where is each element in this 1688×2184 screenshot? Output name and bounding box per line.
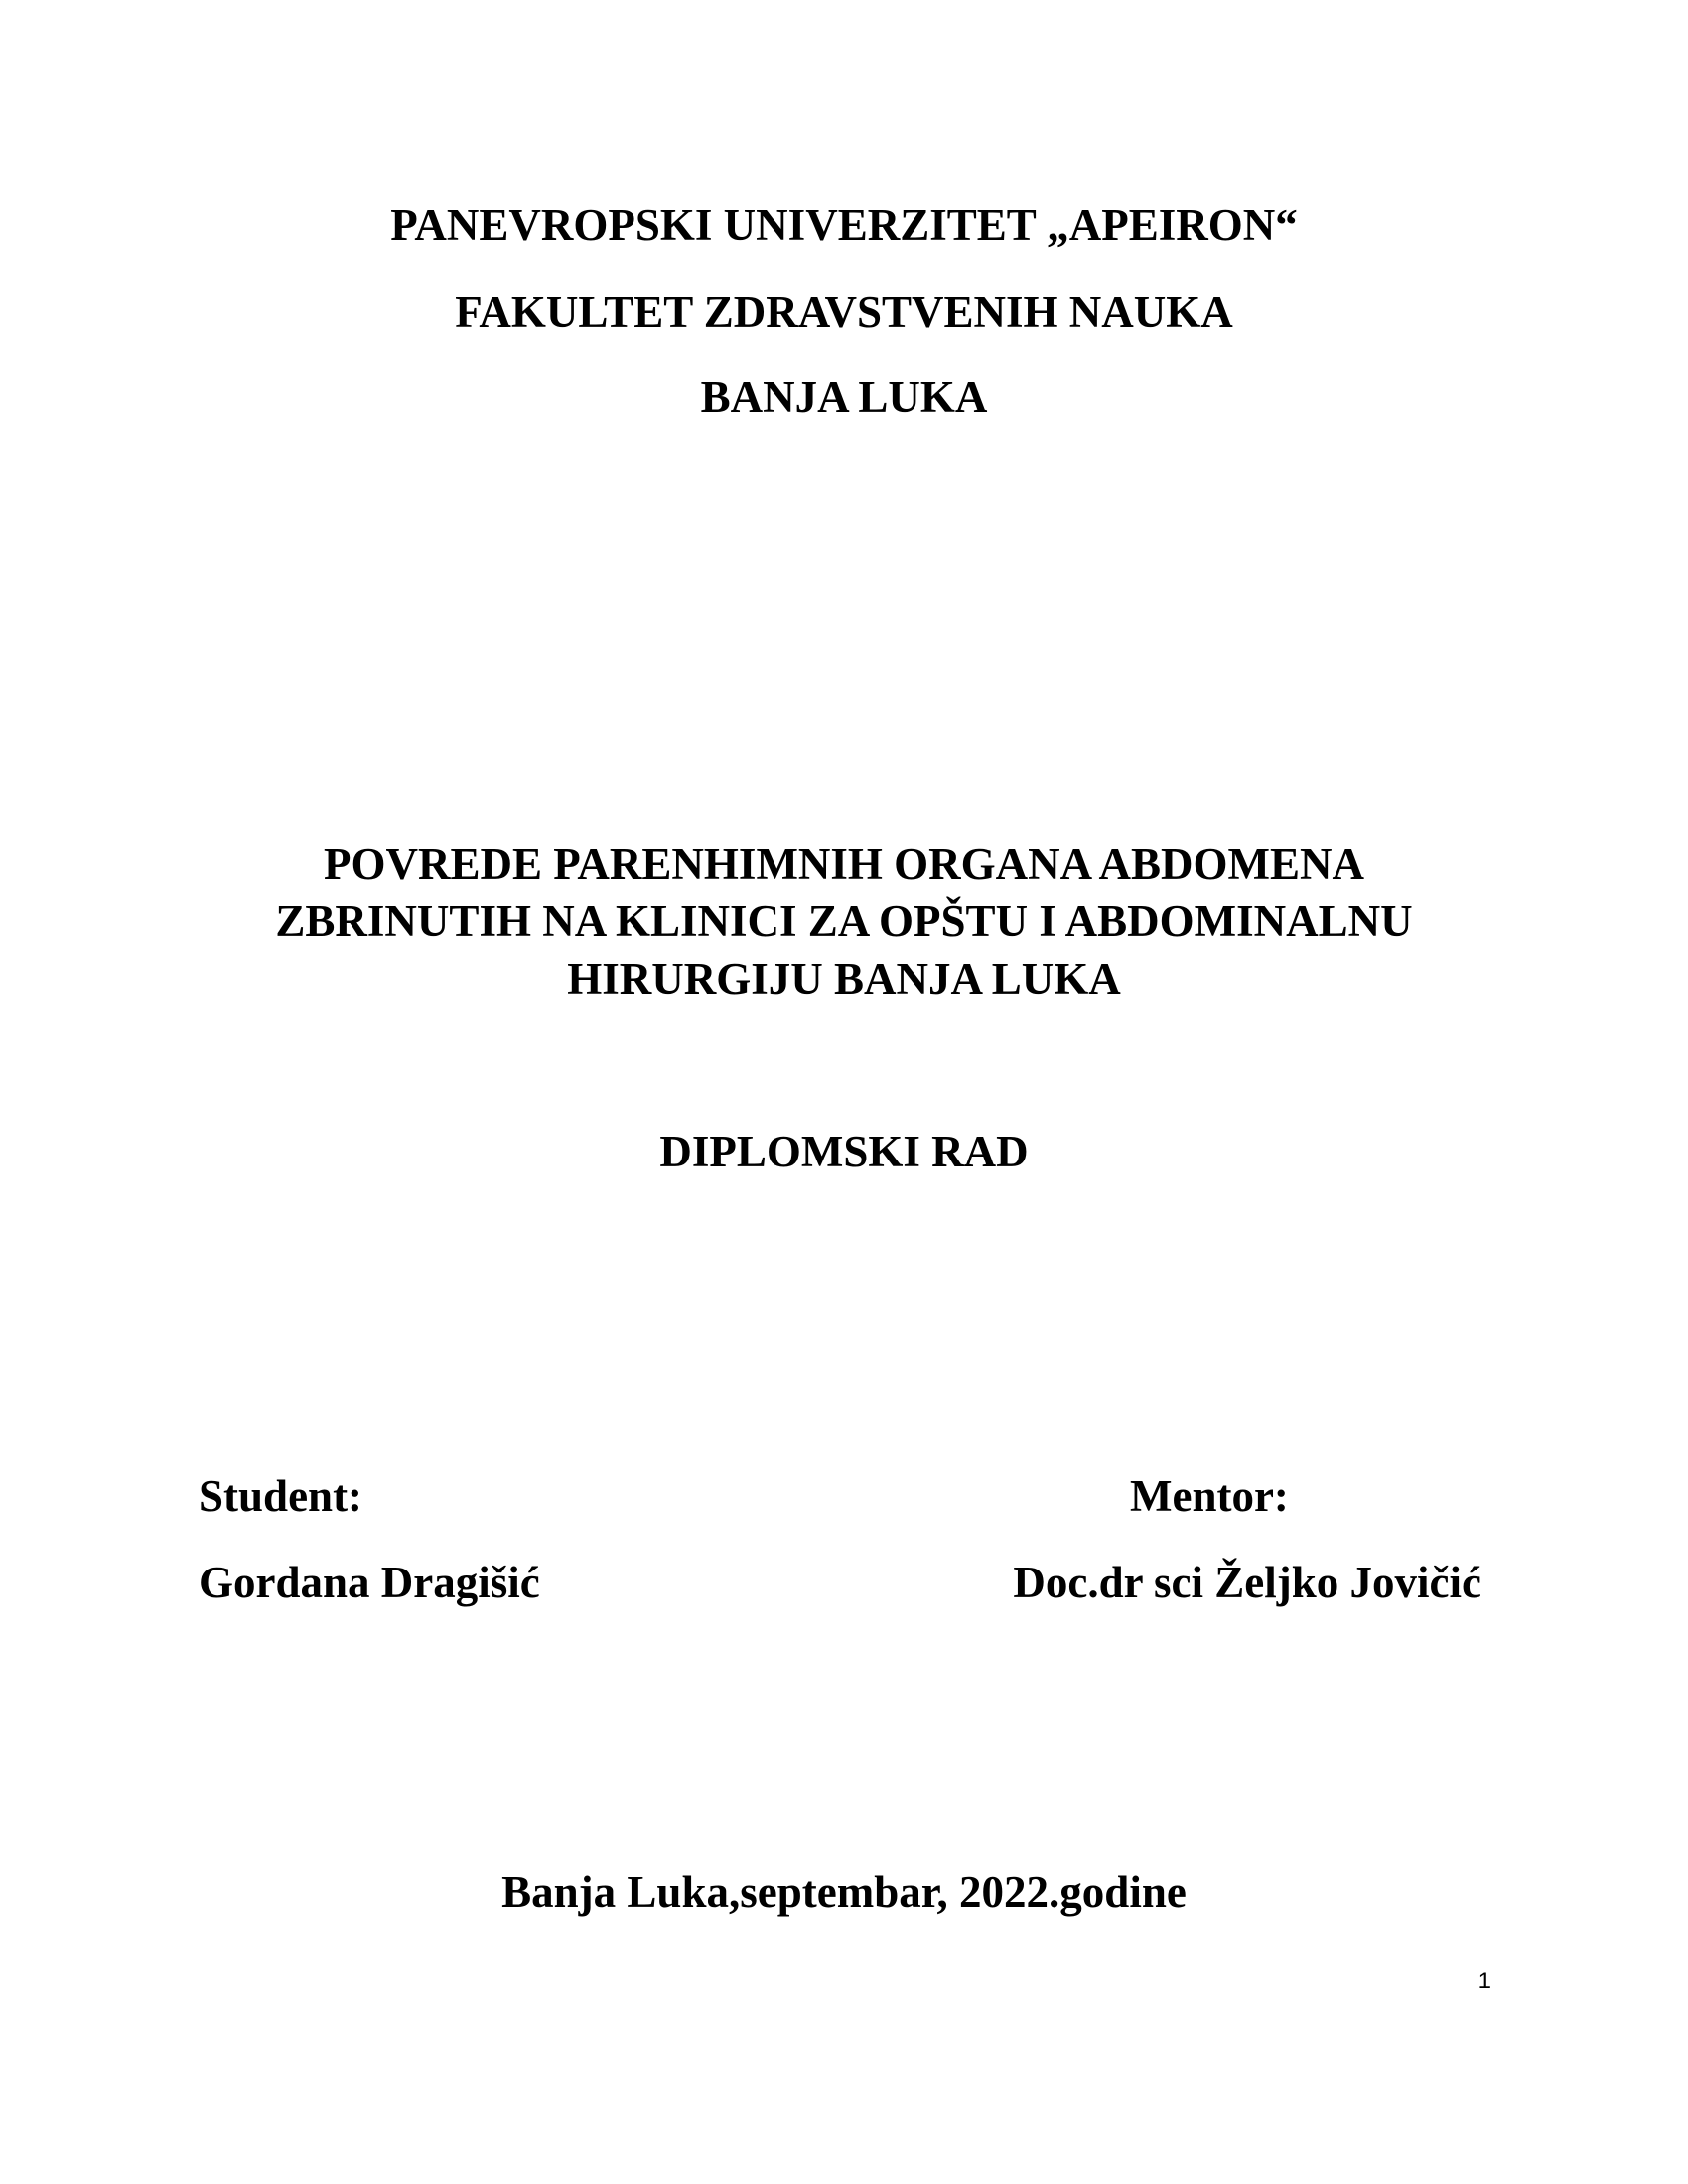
- city-name: BANJA LUKA: [700, 372, 988, 422]
- page-number: 1: [1477, 1968, 1491, 1994]
- student-label: Student:: [199, 1471, 363, 1521]
- thesis-title-line-1: POVREDE PARENHIMNIH ORGANA ABDOMENA: [324, 839, 1364, 888]
- university-name: PANEVROPSKI UNIVERZITET „APEIRON“: [390, 201, 1298, 250]
- place-and-date: Banja Luka,septembar, 2022.godine: [501, 1867, 1187, 1917]
- student-name: Gordana Dragišić: [199, 1558, 540, 1607]
- faculty-name: FAKULTET ZDRAVSTVENIH NAUKA: [455, 287, 1233, 337]
- thesis-type: DIPLOMSKI RAD: [659, 1127, 1029, 1176]
- thesis-title-line-2: ZBRINUTIH NA KLINICI ZA OPŠTU I ABDOMINALNU: [275, 896, 1413, 946]
- mentor-label: Mentor:: [1130, 1471, 1289, 1521]
- mentor-name: Doc.dr sci Željko Jovičić: [1013, 1558, 1481, 1607]
- thesis-title-line-3: HIRURGIJU BANJA LUKA: [567, 954, 1121, 1004]
